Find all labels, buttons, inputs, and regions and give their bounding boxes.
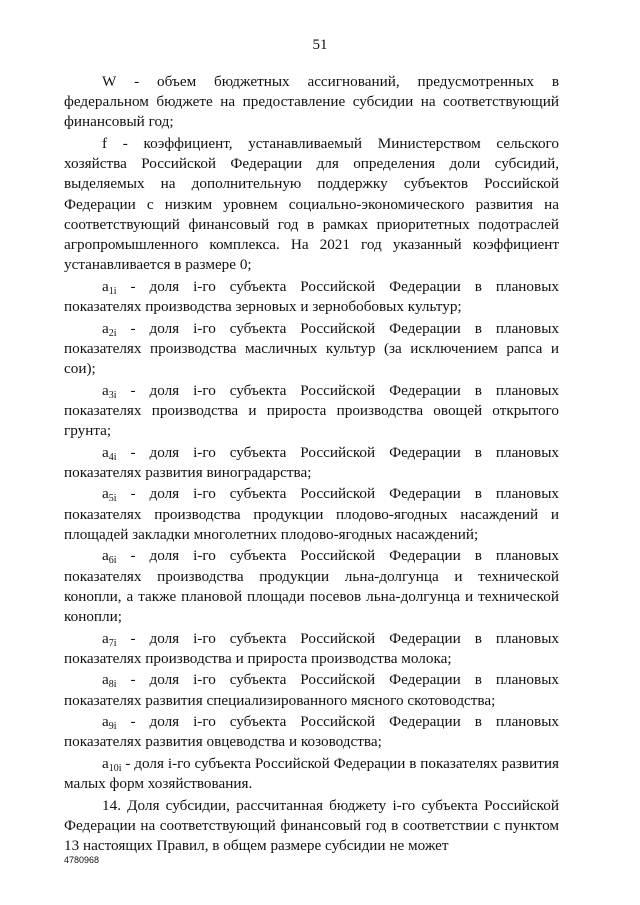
paragraph-text: - доля i-го субъекта Российской Федерации в плановых показателях развития овцеводства и козоводства; [64, 713, 559, 751]
paragraph-a8i [64, 670, 559, 710]
paragraph-text: - доля i-го субъекта Российской Федерации в показателях развития малых форм хозяйствования. [64, 755, 559, 793]
symbol: a [102, 713, 109, 731]
symbol-subscript: 5i [108, 493, 117, 505]
paragraph-text: - коэффициент, устанавливаемый Министерством сельского хозяйства Российской Федерации для определения доли субсидий, выделяемых на дополнительную поддержку субъектов Российской Федерации с низким уровнем социально-экономического развития на соответствующий финансовый год в рамках приоритетных подотраслей агропромышленного комплекса. На 2021 год указанный коэффициент устанавливается в размере 0; [64, 135, 559, 274]
page-number: 51 [312, 37, 328, 53]
paragraph-text: - доля i-го субъекта Российской Федерации в плановых показателях развития виноградарства; [64, 443, 559, 481]
symbol-subscript: 2i [108, 327, 117, 339]
paragraph-w [64, 72, 559, 133]
symbol-subscript: 1i [108, 285, 117, 297]
paragraph-text: - доля i-го субъекта Российской Федерации в плановых показателях производства зерновых и зернобобовых культур; [64, 277, 559, 316]
symbol-subscript: 3i [108, 389, 117, 401]
paragraph-14 [64, 796, 559, 857]
symbol-subscript: 4i [108, 451, 117, 463]
paragraph-text: - доля i-го субъекта Российской Федерации в плановых показателях производства продукции плодово-ягодных насаждений и площадей закладки многолетних плодово-ягодных насаждений; [64, 485, 559, 543]
symbol-subscript: 6i [108, 555, 117, 567]
paragraph-a3i [64, 381, 559, 442]
symbol-subscript: 8i [108, 679, 117, 691]
symbol: f [102, 135, 108, 152]
paragraph-text: 14. Доля субсидии, рассчитанная бюджету i-го субъекта Российской Федерации на соответствующий финансовый год в соответствии с пунктом 13 настоящих Правил, в общем размере субсидии не может [64, 796, 559, 855]
symbol: a [102, 755, 109, 772]
paragraph-a1i [64, 277, 559, 317]
paragraph-a6i [64, 546, 559, 627]
symbol: a [102, 277, 109, 295]
symbol: a [102, 443, 109, 461]
paragraph-text: - доля i-го субъекта Российской Федерации в плановых показателях производства продукции льна-долгунца и технической конопли, а также плановой площади посевов льна-долгунца и технической конопли; [64, 547, 559, 626]
document-body [64, 72, 559, 858]
symbol-subscript: 9i [108, 721, 117, 733]
paragraph-text: - объем бюджетных ассигнований, предусмотренных в федеральном бюджете на предоставление субсидии на соответствующий финансовый год; [64, 73, 559, 131]
paragraph-a10i [64, 754, 559, 794]
symbol: a [102, 381, 109, 399]
symbol-subscript: 10i [108, 763, 122, 774]
symbol-subscript: 7i [108, 637, 117, 649]
paragraph-a2i [64, 319, 559, 380]
paragraph-a9i [64, 712, 559, 752]
symbol: a [102, 671, 109, 689]
paragraph-text: - доля i-го субъекта Российской Федерации в плановых показателях производства и прироста производства овощей открытого грунта; [64, 381, 559, 440]
symbol: a [102, 485, 109, 503]
paragraph-a7i [64, 629, 559, 669]
symbol: a [102, 629, 109, 647]
paragraph-a4i [64, 443, 559, 483]
paragraph-text: - доля i-го субъекта Российской Федерации в плановых показателях производства масличных культур (за исключением рапса и сои); [64, 319, 559, 378]
symbol: a [102, 547, 109, 565]
paragraph-f [64, 134, 559, 275]
paragraph-text: - доля i-го субъекта Российской Федерации в плановых показателях производства и прироста производства молока; [64, 629, 559, 667]
symbol: W [102, 73, 117, 90]
symbol: a [102, 319, 109, 337]
document-id: 4780968 [64, 855, 100, 865]
paragraph-text: - доля i-го субъекта Российской Федерации в плановых показателях развития специализированного мясного скотоводства; [64, 671, 559, 709]
paragraph-a5i [64, 484, 559, 545]
